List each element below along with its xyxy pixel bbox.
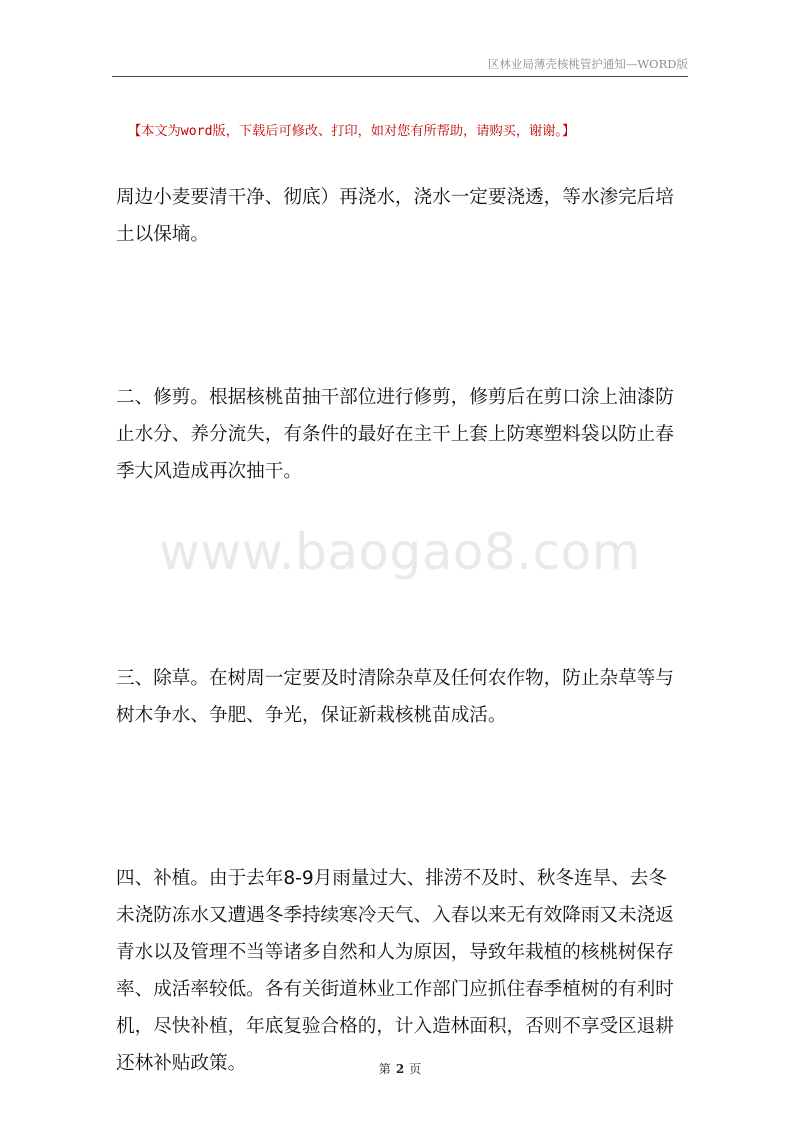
- header-title: 区林业局薄壳核桃管护通知—WORD版: [487, 57, 688, 71]
- paragraph-line: 季大风造成再次抽干。: [116, 461, 302, 482]
- paragraph-line: 周边小麦要清干净、彻底）再浇水，浇水一定要浇透，等水渗完后培: [116, 187, 674, 208]
- paragraph-line: 止水分、养分流失，有条件的最好在主干上套上防寒塑料袋以防止春: [116, 424, 674, 445]
- paragraph-replanting: [116, 860, 696, 1082]
- promo-notice: 【本文为word版，下载后可修改、打印，如对您有所帮助，请购买，谢谢。】: [128, 124, 576, 139]
- paragraph-line: 树木争水、争肥、争光，保证新栽核桃苗成活。: [116, 705, 507, 726]
- paragraph-line: 土以保墒。: [116, 224, 209, 245]
- page-number-value: 2: [395, 1062, 405, 1076]
- paragraph-line: 还林补贴政策。: [116, 1053, 247, 1074]
- paragraph-line: 三、除草。在树周一定要及时清除杂草及任何农作物，防止杂草等与: [116, 668, 674, 689]
- page-number-prefix: 第: [378, 1062, 391, 1076]
- paragraph-line: 二、修剪。根据核桃苗抽干部位进行修剪，修剪后在剪口涂上油漆防: [116, 387, 674, 408]
- page-number-suffix: 页: [409, 1062, 422, 1076]
- paragraph-watering: [116, 179, 696, 253]
- header-divider: [112, 76, 688, 77]
- paragraph-weeding: [116, 660, 696, 734]
- paragraph-line: 青水以及管理不当等诸多自然和人为原因，导致年栽植的核桃树保存: [116, 942, 674, 963]
- paragraph-line: 未浇防冻水又遭遇冬季持续寒冷天气、入春以来无有效降雨又未浇返: [116, 905, 674, 926]
- watermark: www.baogao8.com: [159, 523, 641, 581]
- paragraph-line: 四、补植。由于去年8-9月雨量过大、排涝不及时、秋冬连旱、去冬: [116, 868, 667, 889]
- paragraph-line: 机，尽快补植，年底复验合格的，计入造林面积，否则不享受区退耕: [116, 1016, 674, 1037]
- paragraph-pruning: [116, 379, 696, 490]
- paragraph-line: 率、成活率较低。各有关街道林业工作部门应抓住春季植树的有利时: [116, 979, 674, 1000]
